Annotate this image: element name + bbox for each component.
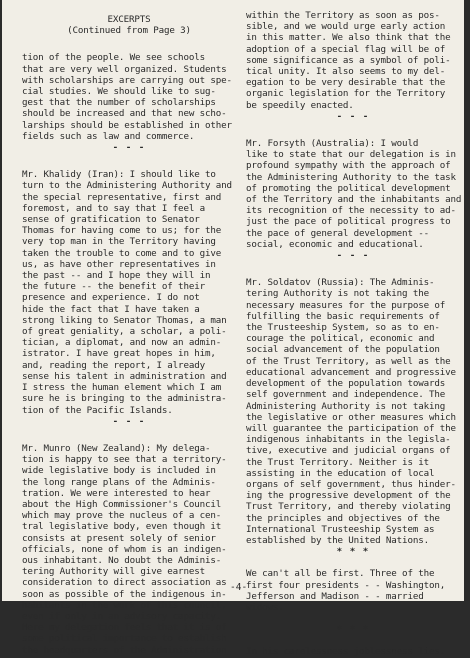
paragraph-munro: [22, 443, 236, 656]
text-line: educational advancement and progressive: [246, 366, 456, 378]
text-line: We can't all be first. Three of the: [246, 568, 435, 580]
text-line: sible, and we would urge early action: [246, 21, 446, 33]
text-line: be speedily enacted.: [246, 99, 354, 111]
spacer: [246, 613, 460, 624]
text-line: presence and experience. I do not: [22, 292, 200, 304]
text-line: the Trust Territory. Neither is it: [246, 456, 429, 468]
text-line: tion is happy to see that a territory-: [22, 454, 227, 466]
left-column: [22, 14, 236, 656]
text-line: development of the population towards: [246, 378, 446, 390]
separator: * * *: [336, 624, 370, 636]
spacer: [246, 557, 460, 568]
text-line: social, economic and educational.: [246, 238, 424, 250]
text-line: the Trusteeship System, so as to en-: [246, 322, 440, 334]
spacer: [246, 261, 460, 277]
text-line: Mr. Forsyth (Australia): I would: [246, 138, 419, 150]
text-line: soon as possible of the indigenous in-: [22, 588, 227, 600]
text-line: the headquarters of the Administration: [22, 644, 227, 656]
text-line: sense his talent in administration and: [22, 370, 227, 382]
text-line: the pace of general development --: [246, 227, 429, 239]
paragraph-schools: [22, 52, 236, 142]
text-line: like to state that our delegation is in: [246, 149, 456, 161]
text-line: of promoting the political development: [246, 182, 451, 194]
text-line: some political importance to establish: [22, 633, 227, 645]
text-line: sense of gratification to Senator: [22, 214, 200, 226]
text-line: Here my delegation feels that it is of: [22, 622, 227, 634]
text-line: taken the trouble to come and to give: [22, 247, 222, 259]
text-line: gest that the number of scholarships: [22, 97, 216, 109]
text-line: the Administering Authority to the task: [246, 171, 456, 183]
text-line: fields such as law and commerce.: [22, 130, 195, 142]
text-line: Mr. Khalidy (Iran): I should like to: [22, 169, 216, 181]
text-line: habitants in the work of this council,: [22, 599, 227, 611]
text-line: sure he is bringing to the administra-: [22, 393, 227, 405]
text-line: turn to the Administering Authority and: [22, 180, 232, 192]
text-line: and, reading the report, I already: [22, 359, 205, 371]
text-line: foremost, and to say that I feel a: [22, 202, 205, 214]
text-line: with scholarships are carrying out spe-: [22, 74, 232, 86]
text-line: organs of self government, thus hinder-: [246, 478, 456, 490]
text-line: self government and independence. The: [246, 389, 446, 401]
text-line: even if only in an advisory capacity.: [22, 610, 222, 622]
text-line: tration. We were interested to hear: [22, 487, 211, 499]
text-line: courage the political, economic and: [246, 333, 435, 345]
text-line: adoption of a special flag will be of: [246, 43, 446, 55]
text-line: International Trusteeship System as: [246, 523, 435, 535]
text-line: hide the fact that I have taken a: [22, 303, 200, 315]
text-line: Mr. Soldatov (Russia): The Adminis-: [246, 277, 435, 289]
text-line: Mr. Munro (New Zealand): My delega-: [22, 442, 211, 454]
text-line: Jefferson and Madison - - married: [246, 590, 424, 602]
text-line: the special representative, first and: [22, 191, 222, 203]
text-line: larships should be established in other: [22, 119, 232, 131]
text-line: tering Authority will give earnest: [22, 566, 205, 578]
text-line: about the High Commissioner's Council: [22, 498, 222, 510]
text-line: established by the United Nations.: [246, 534, 429, 546]
text-line: tician, a diplomat, and now an admin-: [22, 337, 222, 349]
separator: - - -: [112, 415, 146, 427]
text-line: istrator. I have great hopes in him,: [22, 348, 216, 360]
text-line: profound sympathy with the approach of: [246, 160, 451, 172]
text-line: tical unity. It also seems to my del-: [246, 66, 446, 78]
text-line: first four presidents - - Washington,: [246, 579, 446, 591]
excerpts-subtitle: (Continued from Page 3): [67, 25, 191, 37]
text-line: in this matter. We also think that the: [246, 32, 451, 44]
text-line: just the pace of political progress to: [246, 216, 451, 228]
paragraph-presidents: [246, 568, 460, 613]
text-line: necessary measures for the purpose of: [246, 299, 446, 311]
paragraph-flag: [246, 10, 460, 111]
text-line: assisting in the education of local: [246, 467, 435, 479]
text-line: In his carelessness joblessness lies.: [246, 646, 446, 658]
text-line: wide legislative body is included in: [22, 465, 216, 477]
spacer: [22, 36, 236, 52]
text-line: consideration to direct association as: [22, 577, 227, 589]
text-line: tering Authority is not taking the: [246, 288, 429, 300]
text-line: ing the progressive development of the: [246, 490, 451, 502]
text-line: tion of the Pacific Islands.: [22, 404, 173, 416]
text-line: consists at present solely of senior: [22, 532, 216, 544]
paragraph-forsyth: [246, 138, 460, 250]
text-line: social advancement of the population: [246, 344, 440, 356]
text-line: of the Trust Territory, as well as the: [246, 355, 451, 367]
spacer: [22, 153, 236, 169]
text-line: within the Territory as soon as pos-: [246, 10, 440, 21]
spacer: [22, 427, 236, 443]
text-line: which may prove the nucleus of a cen-: [22, 510, 222, 522]
spacer: [246, 635, 460, 646]
excerpts-title: EXCERPTS: [107, 14, 151, 25]
text-line: very top man in the Territory having: [22, 236, 216, 248]
text-line: the principles and objectives of the: [246, 512, 440, 524]
text-line: Thomas for having come to us; for the: [22, 225, 222, 237]
paragraph-soldatov: [246, 277, 460, 546]
text-line: some significance as a symbol of poli-: [246, 54, 451, 66]
text-line: Administering Authority is not taking: [246, 400, 446, 412]
text-line: indigenous inhabitants in the legisla-: [246, 434, 451, 446]
text-line: fulfilling the basic requirements of: [246, 310, 440, 322]
text-line: egation to be very desirable that the: [246, 77, 446, 89]
text-line: strong liking to Senator Thomas, a man: [22, 314, 227, 326]
page-number: -4-: [230, 582, 248, 593]
text-line: the long range plans of the Adminis-: [22, 476, 216, 488]
text-line: widows.: [246, 601, 284, 613]
right-column: [246, 10, 460, 658]
text-line: organic legislation for the Territory: [246, 88, 446, 100]
separator: - - -: [336, 110, 370, 122]
text-line: Trust Territory, and thereby violating: [246, 501, 451, 513]
text-line: its recognition of the necessity to ad-: [246, 205, 456, 217]
text-line: of the Territory and the inhabitants and: [246, 194, 462, 206]
separator: - - -: [336, 250, 370, 262]
separator: * * *: [336, 546, 370, 558]
text-line: that are very well organized. Students: [22, 63, 227, 75]
text-line: tion of the people. We see schools: [22, 52, 205, 64]
paragraph-khalidy: [22, 169, 236, 415]
text-line: tive, executive and judicial organs of: [246, 445, 451, 457]
text-line: the past -- and I hope they will in: [22, 270, 211, 282]
paragraph-carelessness: [246, 646, 460, 657]
document-page: [2, 0, 464, 658]
text-line: cial studies. We should like to sug-: [22, 86, 216, 98]
text-line: should be increased and that new scho-: [22, 108, 227, 120]
text-line: ous inhabitant. No doubt the Adminis-: [22, 554, 222, 566]
text-line: officials, none of whom is an indigen-: [22, 543, 227, 555]
text-line: of great geniality, a scholar, a poli-: [22, 326, 227, 338]
text-line: us, as have other representatives in: [22, 258, 216, 270]
text-line: tral legislative body, even though it: [22, 521, 222, 533]
text-line: the future -- the benefit of their: [22, 281, 205, 293]
text-line: I stress the human element which I am: [22, 382, 222, 394]
text-line: the legislative or other measures which: [246, 411, 456, 423]
text-line: will guarantee the participation of the: [246, 422, 456, 434]
separator: - - -: [112, 142, 146, 154]
spacer: [246, 122, 460, 138]
